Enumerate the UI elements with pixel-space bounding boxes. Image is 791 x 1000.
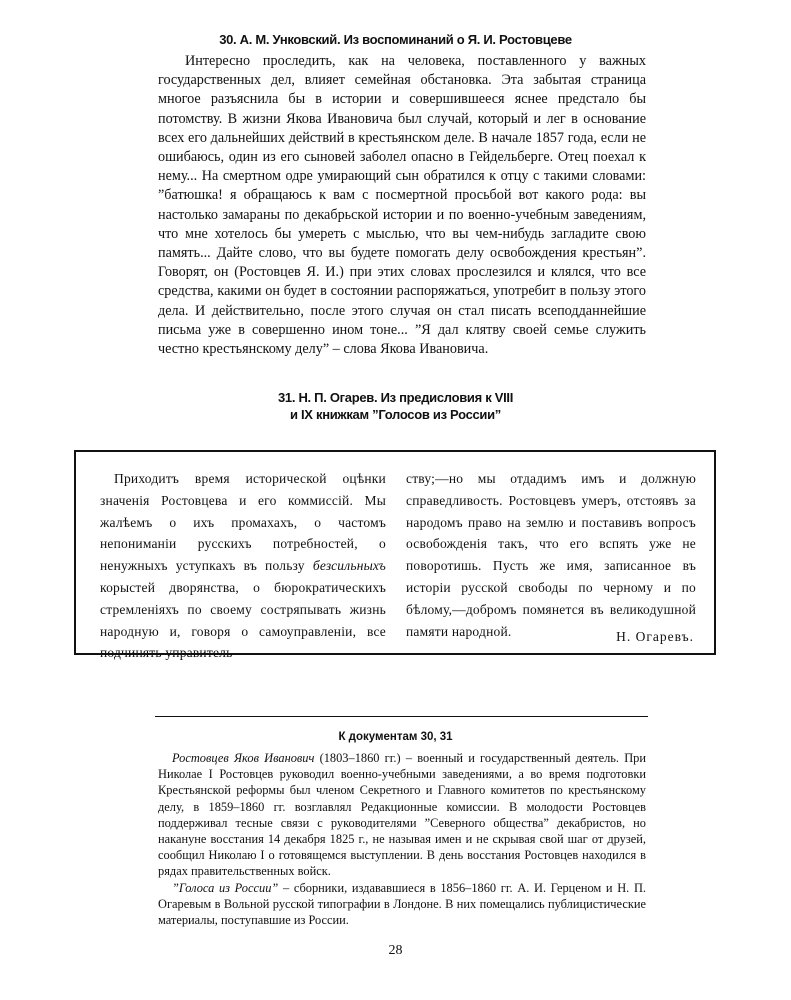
document-31-title [0,389,791,423]
note-golosa-name: ”Голоса из России” [172,881,279,895]
excerpt-left-text-end: корыстей дворянства, о бюрократическихъ стремленіяхъ по своему состряпывать жизнь народную и, говоря о самоуправленіи, все подчинять управитель- [100,579,386,661]
note-golosa [158,880,646,929]
document-31-title-line1: 31. Н. П. Огарев. Из предисловия к VIII [277,390,514,405]
notes-divider [155,716,648,717]
excerpt-column-left [100,468,386,664]
quoted-excerpt-frame [74,450,716,661]
document-30-title: 30. А. М. Унковский. Из воспоминаний о Я. И. Ростовцеве [219,32,572,47]
document-30-text: Интересно проследить, как на человека, поставленного у важных государственных дел, влияет семейная обстановка. Эта забытая страница многое разъяснила бы в истории и совершившееся яснее предстало бы потомству. В жизни Якова Ивановича был случай, который и лег в основание всех его дальнейших действий в крестьянском деле. В начале 1857 года, если не ошибаюсь, один из его сыновей заболел опасно в Гейдельберге. Отец поехал к нему... На смертном одре умирающий сын обратился к отцу с такими словами: ”батюшка! я обращаюсь к вам с посмертной просьбой вот какого рода: вы настолько замараны по декабрьской истории и по военно-учебным заведениям, что мне хотелось бы умереть с мыслью, что вы чем-нибудь загладите свою память... Дайте слово, что вы будете помогать делу освобождения крестьян”. Говорят, он (Ростовцев Я. И.) при этих словах прослезился и клялся, что все средства, какими он будет в состоянии распоряжаться, употребит в пользу этого дела. И действительно, после этого случая он стал писать всеподданнейшие письма уже в совершенно ином тоне... ”Я дал клятву своей семье служить честно крестьянскому делу” – слова Якова Ивановича. [158,53,646,358]
note-rostovtsev [158,750,646,880]
note-rostovtsev-name: Ростовцев Яков Иванович [172,751,315,765]
excerpt-column-right: ству;—но мы отдадимъ имъ и должную справедливость. Ростовцевъ умеръ, отстоявъ за народомъ право на землю и поставивъ вопросъ освобожденія такъ, что его вспять уже не поворотишь. Пусть же имя, записанное въ исторіи русской свободы по черному и по бѣлому,—добромъ помянется въ великодушной памяти народной. [406,471,696,639]
note-golosa-text: – сборники, издававшиеся в 1856–1860 гг. А. И. Герценом и Н. П. Огаревым в Вольной русской типографии в Лондоне. В них помещались публицистические материалы, поступавшие из России. [158,881,646,928]
excerpt-signature: Н. Огаревъ. [616,629,694,644]
document-31-title-line2: и IX книжкам ”Голосов из России” [289,407,502,422]
excerpt-left-italic-word: безсильныхъ [312,558,386,574]
excerpt-left-text-start: Приходитъ время исторической оцѣнки значенія Ростовцева и его коммиссій. Мы жалѣемъ о ихъ промахахъ, о частомъ непониманіи русскихъ потребностей, о ненужныхъ уступкахъ въ пользу [100,471,386,574]
notes-title: К документам 30, 31 [338,731,453,743]
page-number: 28 [388,943,403,958]
note-rostovtsev-text: (1803–1860 гг.) – военный и государственный деятель. При Николае I Ростовцев руководил военно-учебными заведениями, а во время подготовки Крестьянской реформы был членом Секретного и Главного комитетов по крестьянскому делу, в 1859–1860 гг. возглавлял Редакционные комиссии. В молодости Ростовцев поддерживал тесные связи с руководителями ”Северного общества” декабристов, но накануне восстания 14 декабря 1825 г., не называя имен и не скрывая свой шаг от друзей, сообщил Николаю I о готовящемся выступлении. В день восстания Ростовцев находился в рядах правительственных войск. [158,751,646,879]
